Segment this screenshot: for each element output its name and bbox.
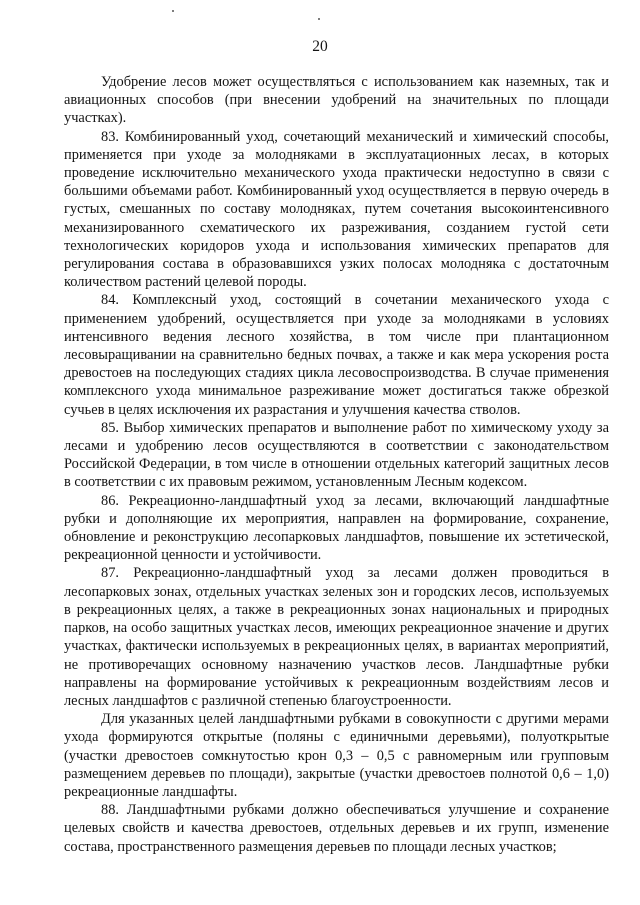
page-number: 20	[312, 38, 328, 55]
paragraph: 88. Ландшафтными рубками должно обеспечиваться улучшение и сохранение целевых свойств и качества древостоев, отдельных деревьев и их групп, изменение состава, пространственного размещения деревьев по площади лесных участков;	[64, 802, 609, 855]
scan-speck	[318, 18, 320, 20]
paragraph: Для указанных целей ландшафтными рубками в совокупности с другими мерами ухода формируются открытые (поляны с единичными деревьями), полуоткрытые (участки древостоев сомкнутостью крон 0,3 – 0,5 с равномерным или групповым размещением деревьев по площади), закрытые (участки древостоев полнотой 0,6 – 1,0) рекреационные ландшафты.	[64, 711, 609, 800]
paragraph: 83. Комбинированный уход, сочетающий механический и химический способы, применяется при уходе за молодняками в эксплуатационных лесах, в которых проведение исключительно механического ухода практически недоступно в связи с большими объемами работ. Комбинированный уход осуществляется в первую очередь в густых, смешанных по составу молодняках, путем сочетания высокоинтенсивного механизированного схематического их разреживания, созданием густой сети технологических коридоров ухода и использования химических препаратов для регулирования состава в образовавшихся узких полосах молодняка с достаточным количеством растений целевой породы.	[64, 128, 609, 291]
paragraph: 84. Комплексный уход, состоящий в сочетании механического ухода с применением удобрений, осуществляется при уходе за молодняками в условиях интенсивного ведения лесного хозяйства, в том числе при плантационном лесовыращивании на сравнительно бедных почвах, а также и как мера ускорения роста древостоев на последующих стадиях цикла лесовоспроизводства. В случае применения комплексного ухода минимальное разреживание может достигаться также обрезкой сучьев в целях исключения их разрастания и улучшения качества стволов.	[64, 292, 609, 418]
paragraph: Удобрение лесов может осуществляться с использованием как наземных, так и авиационных способов (при внесении удобрений на значительных по площади участках).	[64, 74, 609, 127]
paragraph: 86. Рекреационно-ландшафтный уход за лесами, включающий ландшафтные рубки и дополняющие их мероприятия, направлен на формирование, сохранение, обновление и реконструкцию лесопарковых ландшафтов, повышение их эстетической, рекреационной ценности и устойчивости.	[64, 492, 609, 564]
document-body	[64, 73, 609, 856]
paragraph: 87. Рекреационно-ландшафтный уход за лесами должен проводиться в лесопарковых зонах, отдельных участках зеленых зон и городских лесов, используемых в рекреационных целях, а также в рекреационных зонах национальных и природных парков, на особо защитных участках лесов, имеющих рекреационное значение и других участках, фактически используемых в рекреационных целях, в вариантах мероприятий, не противоречащих основному назначению участков лесов. Ландшафтные рубки направлены на формирование устойчивых к рекреационным воздействиям лесов и лесных ландшафтов с различной степенью благоустроенности.	[64, 565, 609, 709]
scan-speck	[172, 10, 174, 12]
paragraph: 85. Выбор химических препаратов и выполнение работ по химическому уходу за лесами и удобрению лесов осуществляются в соответствии с законодательством Российской Федерации, в том числе в отношении отдельных категорий защитных лесов в соответствии с их правовым режимом, установленным Лесным кодексом.	[64, 419, 609, 491]
